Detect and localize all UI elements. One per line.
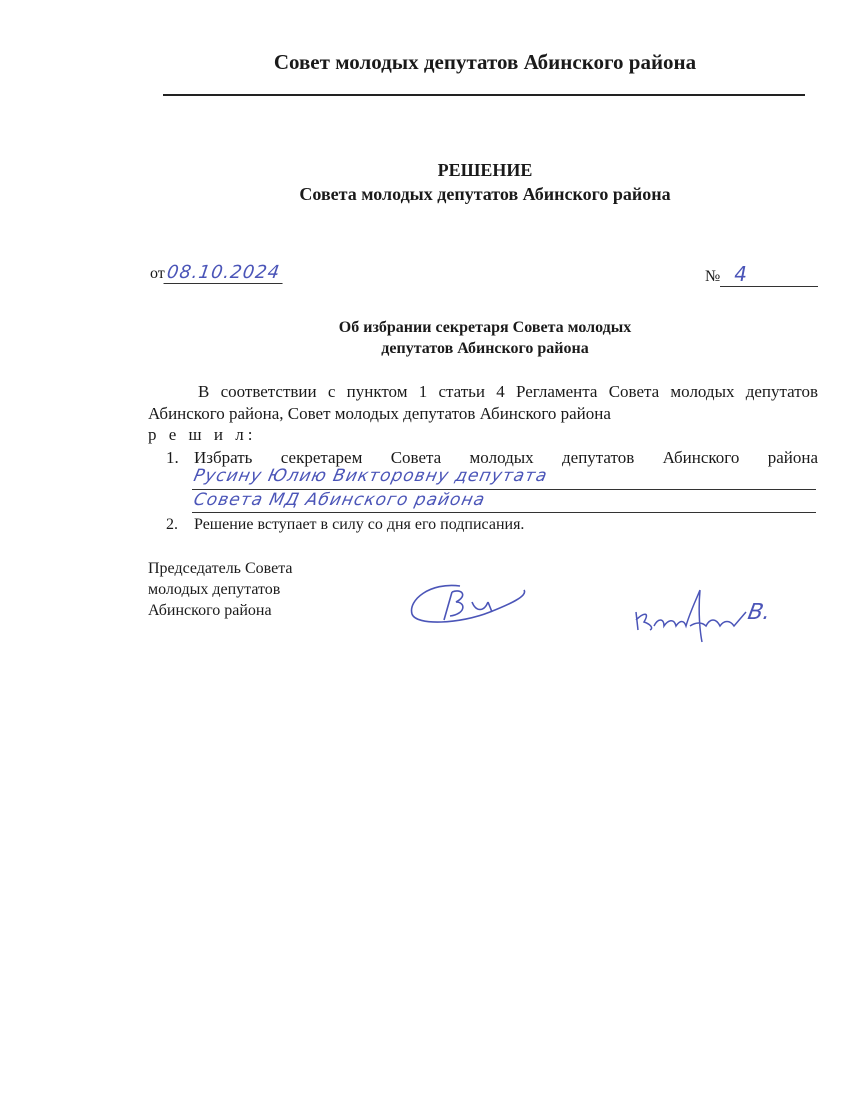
decision-item-1	[166, 448, 818, 468]
number-prefix: №	[705, 268, 721, 285]
subject-line-1: Об избрании секретаря Совета молодых	[338, 319, 632, 336]
number-row	[705, 262, 818, 287]
resolve-word: р е ш и л:	[148, 425, 257, 444]
date-row	[150, 262, 284, 284]
signatory-title	[148, 558, 293, 621]
date-prefix: от	[150, 265, 165, 282]
decision-item-2	[166, 516, 525, 534]
handwritten-body-line: Совета МД Абинского района	[191, 490, 488, 510]
item-text: Избрать секретарем Совета молодых депутатов Абинского района	[194, 448, 818, 467]
organization-header: Совет молодых депутатов Абинского района	[273, 50, 697, 74]
document-type-title: РЕШЕНИЕ	[437, 160, 533, 180]
item-number: 2.	[166, 516, 178, 533]
signatory-line-3: Абинского района	[148, 602, 272, 619]
handwritten-signature	[630, 582, 750, 652]
fill-in-line	[192, 512, 816, 513]
signatory-line-2: молодых депутатов	[148, 581, 281, 598]
decision-subject	[0, 317, 850, 359]
signatory-line-1: Председатель Совета	[148, 560, 293, 577]
date-value-handwritten: 08.10.2024	[163, 262, 285, 284]
handwritten-name-line: Русину Юлию Викторовну депутата	[191, 466, 550, 486]
header-divider	[163, 94, 805, 96]
number-value-handwritten: 4	[720, 262, 818, 287]
item-number: 1.	[166, 448, 179, 467]
initials-signature-mark	[400, 572, 540, 632]
item-text: Решение вступает в силу со дня его подписания.	[194, 516, 525, 533]
handwritten-initials: В.	[745, 600, 773, 625]
document-issuer-title: Совета молодых депутатов Абинского района	[299, 184, 671, 204]
subject-line-2: депутатов Абинского района	[381, 340, 589, 357]
body-paragraph: В соответствии с пунктом 1 статьи 4 Регламента Совета молодых депутатов Абинского района, Совет молодых депутатов Абинского района	[148, 382, 818, 423]
